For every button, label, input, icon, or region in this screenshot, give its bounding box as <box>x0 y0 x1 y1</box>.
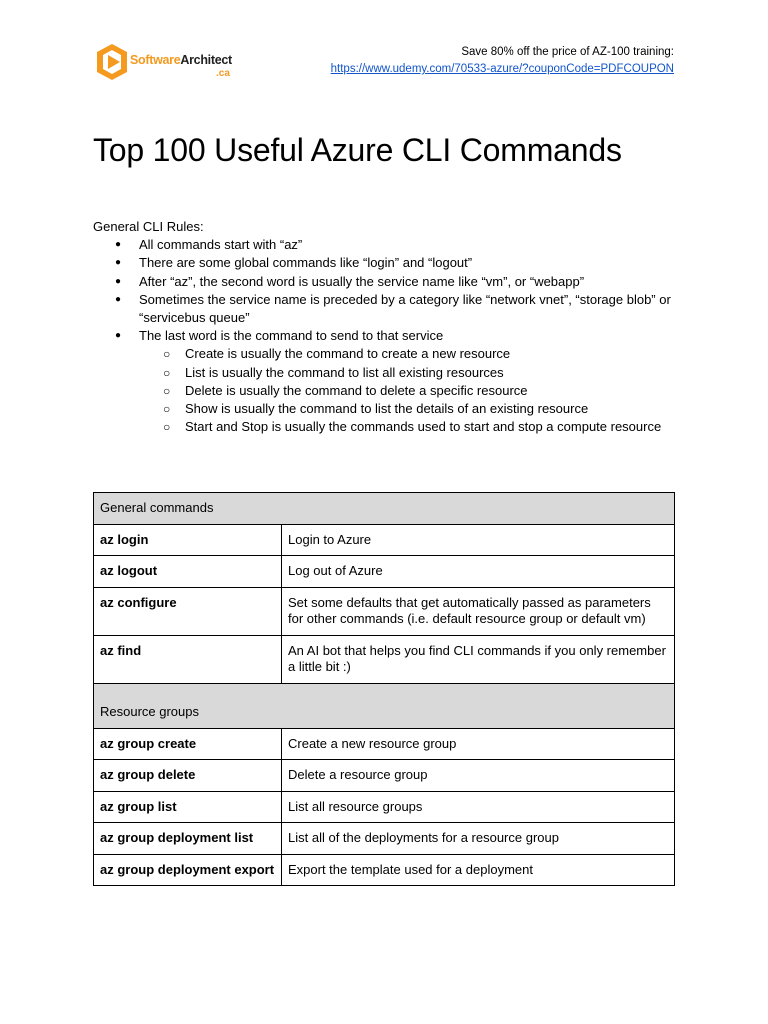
rules-list <box>93 236 683 436</box>
rules-list-item-text: The last word is the command to send to that service <box>139 328 444 344</box>
logo-text-ca: .ca <box>216 68 230 79</box>
promo-block <box>331 44 674 78</box>
table-row <box>94 728 675 760</box>
general-cli-rules <box>93 218 683 436</box>
section-header-row <box>94 683 675 728</box>
command-cell: az configure <box>94 587 282 635</box>
rules-list-item: ● After “az”, the second word is usually the service name like “vm”, or “webapp” <box>139 273 683 291</box>
command-cell: az group delete <box>94 760 282 792</box>
command-cell: az group deployment list <box>94 823 282 855</box>
table-row <box>94 760 675 792</box>
table-row <box>94 587 675 635</box>
rules-sublist-item: ○ Delete is usually the command to delete a specific resource <box>185 382 683 400</box>
rules-list-item: ● There are some global commands like “login” and “logout” <box>139 254 683 272</box>
logo-hexagon-icon <box>94 42 130 82</box>
logo-text <box>130 53 232 67</box>
command-cell: az login <box>94 524 282 556</box>
description-cell: Set some defaults that get automatically passed as parameters for other commands (i.e. default resource group or default vm) <box>282 587 675 635</box>
table-row <box>94 854 675 886</box>
description-cell: List all resource groups <box>282 791 675 823</box>
rules-sublist-item: ○ Show is usually the command to list the details of an existing resource <box>185 400 683 418</box>
rules-list-item: ● Sometimes the service name is preceded by a category like “network vnet”, “storage blob” or “servicebus queue” <box>139 291 683 327</box>
commands-table <box>93 492 675 886</box>
rules-sublist-item: ○ List is usually the command to list all existing resources <box>185 364 683 382</box>
description-cell: Create a new resource group <box>282 728 675 760</box>
description-cell: Login to Azure <box>282 524 675 556</box>
promo-text: Save 80% off the price of AZ-100 training: <box>461 46 674 58</box>
table-row <box>94 791 675 823</box>
rules-heading: General CLI Rules: <box>93 219 204 234</box>
software-architect-logo <box>94 42 244 82</box>
rules-list-item: ● All commands start with “az” <box>139 236 683 254</box>
section-header-general: General commands <box>94 493 675 525</box>
page-title: Top 100 Useful Azure CLI Commands <box>93 132 622 168</box>
description-cell: Delete a resource group <box>282 760 675 792</box>
rules-sublist-item: ○ Start and Stop is usually the commands used to start and stop a compute resource <box>185 418 683 436</box>
command-cell: az group create <box>94 728 282 760</box>
table-row <box>94 556 675 588</box>
command-cell: az find <box>94 635 282 683</box>
promo-link[interactable]: https://www.udemy.com/70533-azure/?couponCode=PDFCOUPON <box>330 63 674 75</box>
rules-sublist-item: ○ Create is usually the command to create a new resource <box>185 345 683 363</box>
description-cell: An AI bot that helps you find CLI commands if you only remember a little bit :) <box>282 635 675 683</box>
description-cell: Export the template used for a deployment <box>282 854 675 886</box>
section-header-row <box>94 493 675 525</box>
table-row <box>94 635 675 683</box>
description-cell: List all of the deployments for a resource group <box>282 823 675 855</box>
command-cell: az group deployment export <box>94 854 282 886</box>
section-header-resource-groups: Resource groups <box>94 683 675 728</box>
table-row <box>94 524 675 556</box>
rules-list-item-last-word <box>139 327 683 436</box>
command-cell: az group list <box>94 791 282 823</box>
table-row <box>94 823 675 855</box>
logo-text-software: Software <box>130 53 181 67</box>
command-cell: az logout <box>94 556 282 588</box>
rules-sublist <box>139 345 683 436</box>
logo-text-architect: Architect <box>180 53 232 67</box>
description-cell: Log out of Azure <box>282 556 675 588</box>
